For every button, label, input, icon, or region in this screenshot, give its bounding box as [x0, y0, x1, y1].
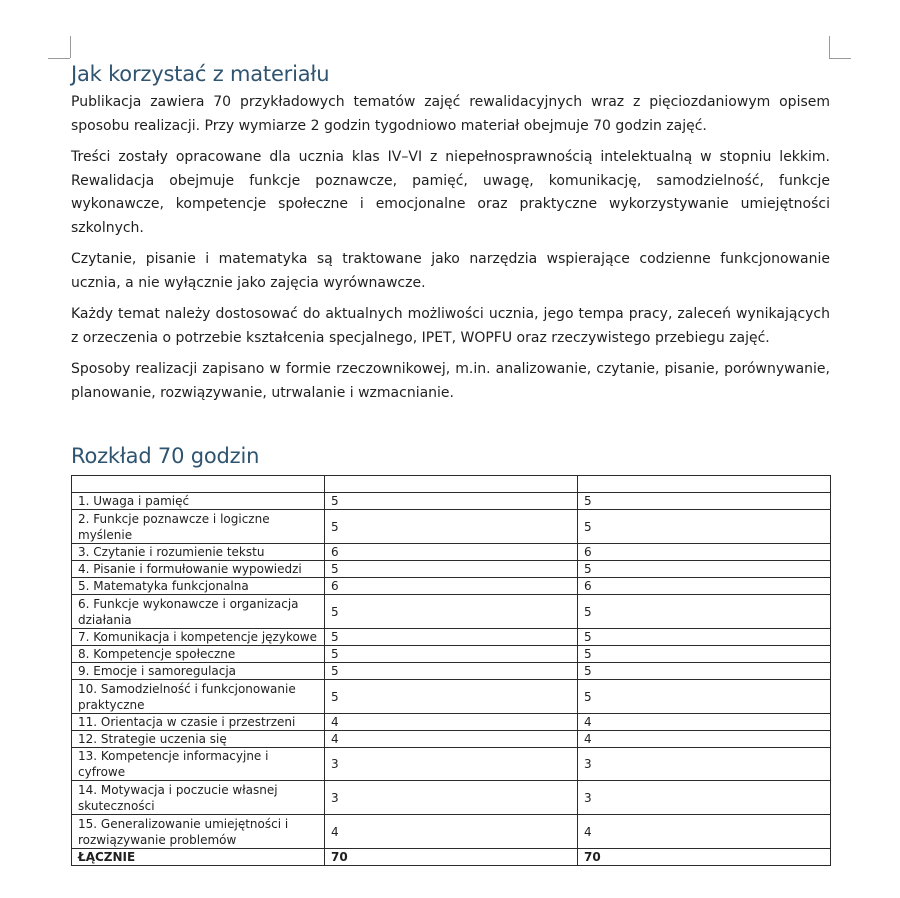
hours-cell: 5 [578, 561, 831, 578]
header-cell [325, 476, 578, 493]
hours-cell: 5 [325, 680, 578, 714]
area-cell: 9. Emocje i samoregulacja [72, 663, 325, 680]
area-cell: 15. Generalizowanie umiejętności i rozwiązywanie problemów [72, 815, 325, 849]
hours-cell: 5 [325, 595, 578, 629]
paragraph-4: Każdy temat należy dostosować do aktualnych możliwości ucznia, jego tempa pracy, zaleceń wynikających z orzeczenia o potrzebie kształcenia specjalnego, IPET, WOPFU oraz rzeczywistego przebiegu zajęć. [71, 306, 830, 346]
table-row [72, 561, 831, 578]
area-cell: 10. Samodzielność i funkcjonowanie praktyczne [72, 680, 325, 714]
table-row [72, 544, 831, 561]
document-body [71, 57, 830, 866]
hours-cell: 4 [578, 815, 831, 849]
hours-cell: 4 [325, 731, 578, 748]
hours-cell: 6 [578, 544, 831, 561]
usage-paragraphs [71, 91, 830, 405]
table-row [72, 493, 831, 510]
table-row [72, 680, 831, 714]
table-row [72, 815, 831, 849]
hours-cell: 3 [325, 781, 578, 815]
area-cell: 2. Funkcje poznawcze i logiczne myślenie [72, 510, 325, 544]
area-cell: 1. Uwaga i pamięć [72, 493, 325, 510]
hours-cell: 5 [325, 646, 578, 663]
table-row [72, 595, 831, 629]
section-heading-usage: Jak korzystać z materiału [71, 62, 330, 86]
area-cell: 7. Komunikacja i kompetencje językowe [72, 629, 325, 646]
hours-cell: 5 [325, 561, 578, 578]
total-hours-cell: 70 [578, 849, 831, 866]
area-cell: 12. Strategie uczenia się [72, 731, 325, 748]
table-row [72, 629, 831, 646]
crop-mark-top-right-horizontal [829, 58, 851, 59]
hours-cell: 3 [325, 748, 578, 781]
hours-cell: 4 [325, 815, 578, 849]
area-cell: 13. Kompetencje informacyjne i cyfrowe [72, 748, 325, 781]
area-cell: 11. Orientacja w czasie i przestrzeni [72, 714, 325, 731]
area-cell: 3. Czytanie i rozumienie tekstu [72, 544, 325, 561]
table-row [72, 781, 831, 815]
area-cell: 8. Kompetencje społeczne [72, 646, 325, 663]
table-row [72, 714, 831, 731]
crop-mark-top-left-horizontal [48, 58, 70, 59]
table-total-row [72, 849, 831, 866]
header-cell [578, 476, 831, 493]
schedule-table [71, 475, 831, 866]
hours-cell: 5 [578, 663, 831, 680]
hours-cell: 6 [578, 578, 831, 595]
paragraph-5: Sposoby realizacji zapisano w formie rzeczownikowej, m.in. analizowanie, czytanie, pisanie, porównywanie, planowanie, rozwiązywanie, utrwalanie i wzmacnianie. [71, 361, 830, 401]
area-cell: 4. Pisanie i formułowanie wypowiedzi [72, 561, 325, 578]
hours-cell: 5 [578, 493, 831, 510]
section-heading-schedule: Rozkład 70 godzin [71, 444, 260, 468]
crop-mark-top-left-vertical [70, 36, 71, 58]
hours-cell: 5 [325, 510, 578, 544]
paragraph-2: Treści zostały opracowane dla ucznia klas IV–VI z niepełnosprawnością intelektualną w stopniu lekkim. Rewalidacja obejmuje funkcje poznawcze, pamięć, uwagę, komunikację, samodzielność, funkcje wykonawcze, kompetencje społeczne i emocjonalne oraz praktyczne wykorzystywanie umiejętności szkolnych. [71, 149, 830, 236]
hours-cell: 5 [325, 493, 578, 510]
hours-cell: 3 [578, 781, 831, 815]
hours-cell: 5 [578, 510, 831, 544]
hours-cell: 4 [578, 714, 831, 731]
paragraph-1: Publikacja zawiera 70 przykładowych tematów zajęć rewalidacyjnych wraz z pięciozdaniowym opisem sposobu realizacji. Przy wymiarze 2 godzin tygodniowo materiał obejmuje 70 godzin zajęć. [71, 94, 830, 134]
hours-cell: 5 [578, 680, 831, 714]
hours-cell: 5 [325, 629, 578, 646]
hours-cell: 3 [578, 748, 831, 781]
area-cell: 5. Matematyka funkcjonalna [72, 578, 325, 595]
table-row [72, 578, 831, 595]
table-row [72, 663, 831, 680]
hours-cell: 4 [578, 731, 831, 748]
hours-cell: 6 [325, 544, 578, 561]
total-label-cell: ŁĄCZNIE [72, 849, 325, 866]
hours-cell: 5 [578, 646, 831, 663]
paragraph-3: Czytanie, pisanie i matematyka są traktowane jako narzędzia wspierające codzienne funkcjonowanie ucznia, a nie wyłącznie jako zajęcia wyrównawcze. [71, 251, 830, 291]
hours-cell: 5 [578, 629, 831, 646]
hours-cell: 5 [325, 663, 578, 680]
table-row [72, 646, 831, 663]
table-row [72, 510, 831, 544]
header-cell [72, 476, 325, 493]
hours-cell: 5 [578, 595, 831, 629]
hours-cell: 4 [325, 714, 578, 731]
table-header-row [72, 476, 831, 493]
table-row [72, 748, 831, 781]
total-hours-cell: 70 [325, 849, 578, 866]
area-cell: 6. Funkcje wykonawcze i organizacja działania [72, 595, 325, 629]
area-cell: 14. Motywacja i poczucie własnej skuteczności [72, 781, 325, 815]
hours-cell: 6 [325, 578, 578, 595]
crop-mark-top-right-vertical [829, 36, 830, 58]
table-row [72, 731, 831, 748]
